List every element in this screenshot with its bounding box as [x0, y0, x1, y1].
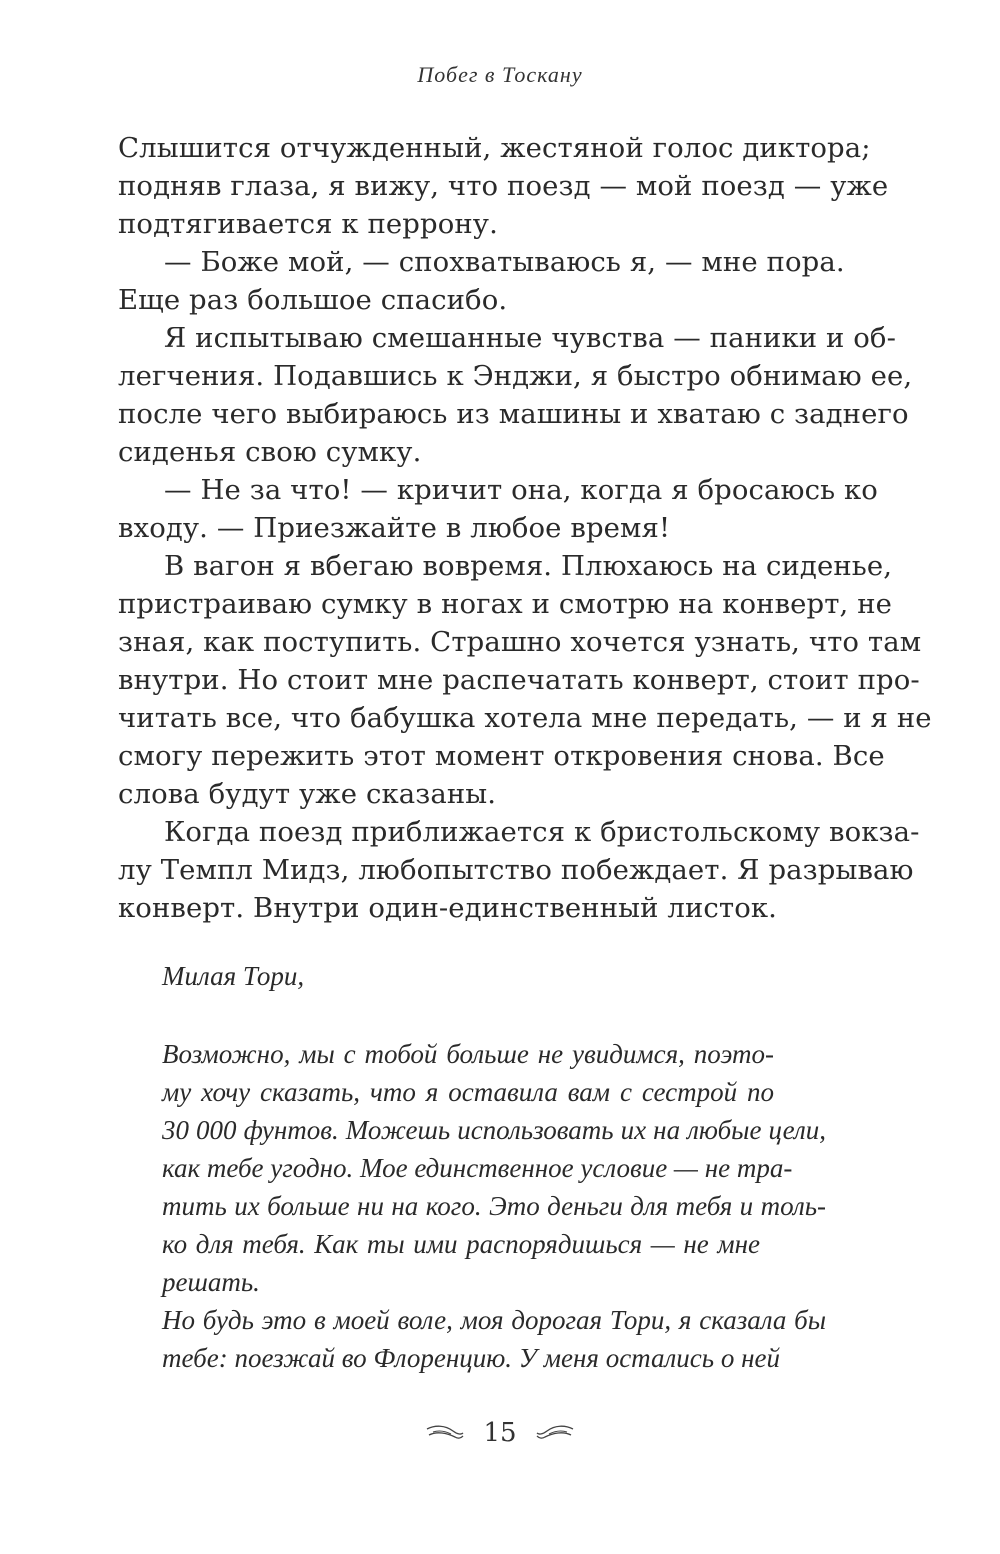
letter-line: решать. — [162, 1267, 260, 1297]
letter-salutation: Милая Тори, — [162, 961, 305, 991]
letter-line: Но будь это в моей воле, моя дорогая Тори, я сказала бы — [162, 1305, 826, 1335]
text-line: Еще раз большое спасибо. — [118, 284, 508, 316]
text-line: Когда поезд приближается к бристольскому вокза- — [164, 816, 920, 848]
letter-line: Возможно, мы с тобой больше не увидимся, поэто- — [162, 1039, 774, 1069]
text-line: входу. — Приезжайте в любое время! — [118, 512, 671, 544]
text-line: В вагон я вбегаю вовремя. Плюхаюсь на сиденье, — [164, 550, 893, 582]
text-line: Слышится отчужденный, жестяной голос диктора; — [118, 132, 871, 164]
letter-line: тебе: поезжай во Флоренцию. У меня остались о ней — [162, 1343, 780, 1373]
letter-line: тить их больше ни на кого. Это деньги для тебя и толь- — [162, 1191, 826, 1221]
flourish-left-icon — [425, 1423, 465, 1443]
text-line: лу Темпл Мидз, любопытство побеждает. Я разрываю — [118, 854, 914, 886]
text-line: внутри. Но стоит мне распечатать конверт, стоит про- — [118, 664, 920, 696]
flourish-right-icon — [535, 1423, 575, 1443]
letter-line: му хочу сказать, что я оставила вам с сестрой по — [162, 1077, 774, 1107]
text-line: сиденья свою сумку. — [118, 436, 422, 468]
page-number: 15 — [483, 1418, 517, 1448]
text-line: слова будут уже сказаны. — [118, 778, 497, 810]
text-line: легчения. Подавшись к Энджи, я быстро обнимаю ее, — [118, 360, 913, 392]
text-line: — Не за что! — кричит она, когда я бросаюсь ко — [164, 474, 878, 506]
page-footer — [0, 1418, 1000, 1448]
text-line: смогу пережить этот момент откровения снова. Все — [118, 740, 885, 772]
text-line: конверт. Внутри один-единственный листок. — [118, 892, 778, 924]
text-line: Я испытываю смешанные чувства — паники и об- — [164, 322, 896, 354]
letter-line: 30 000 фунтов. Можешь использовать их на любые цели, — [162, 1115, 826, 1145]
text-line: — Боже мой, — спохватываюсь я, — мне пора. — [164, 246, 845, 278]
letter-line: как тебе угодно. Мое единственное условие — не тра- — [162, 1153, 793, 1183]
running-header: Побег в Тоскану — [417, 62, 583, 87]
text-line: подняв глаза, я вижу, что поезд — мой поезд — уже — [118, 170, 889, 202]
text-line: читать все, что бабушка хотела мне передать, — и я не — [118, 702, 932, 734]
text-line: после чего выбираюсь из машины и хватаю с заднего — [118, 398, 909, 430]
letter-line: ко для тебя. Как ты ими распорядишься — не мне — [162, 1229, 760, 1259]
text-line: подтягивается к перрону. — [118, 208, 498, 240]
text-line: зная, как поступить. Страшно хочется узнать, что там — [118, 626, 922, 658]
text-line: пристраиваю сумку в ногах и смотрю на конверт, не — [118, 588, 893, 620]
